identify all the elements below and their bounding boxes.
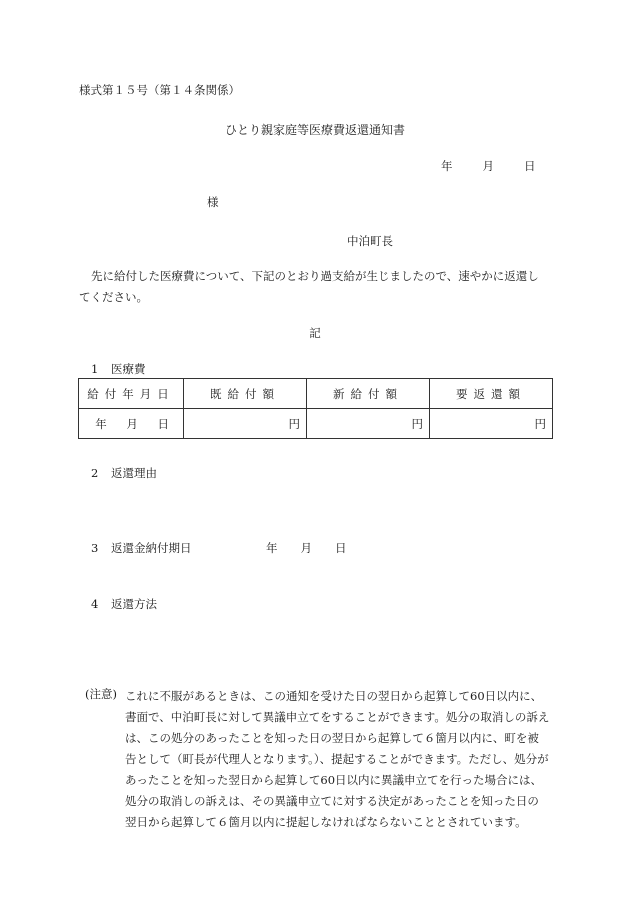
note-label: (注意) <box>85 687 117 701</box>
issuer: 中泊町長 <box>347 234 393 248</box>
section-title: 返還理由 <box>111 466 157 480</box>
table-header-row <box>79 379 553 409</box>
header-payment-date: 給付年月日 <box>79 379 184 409</box>
cell-new-amount[interactable]: 円 <box>307 409 430 439</box>
section-2-heading <box>79 465 157 481</box>
cell-payment-date[interactable]: 年 月 日 <box>79 409 184 439</box>
cell-paid-amount[interactable]: 円 <box>184 409 307 439</box>
header-new-amount: 新給付額 <box>307 379 430 409</box>
date-day: 日 <box>524 159 536 173</box>
section-number: 1 <box>91 362 99 376</box>
header-refund-amount: 要返還額 <box>430 379 553 409</box>
section-number: 2 <box>91 466 99 480</box>
date-month: 月 <box>482 159 494 173</box>
cell-refund-amount[interactable]: 円 <box>430 409 553 439</box>
addressee: 様 <box>207 195 219 209</box>
header-paid-amount: 既給付額 <box>184 379 307 409</box>
document-title: ひとり親家庭等医療費返還通知書 <box>224 123 405 137</box>
section-3-heading <box>79 540 192 556</box>
note-text: これに不服があるときは、この通知を受けた日の翌日から起算して60日以内に、書面で、中泊町長に対して異議申立てをすることができます。処分の取消しの訴えは、この処分のあったことを知った日の翌日から起算して６箇月以内に、町を被告として（町長が代理人となります。）、提起することができます。ただし、処分があったことを知った翌日から起算して60日以内に異議申立てを行った場合には、処分の取消しの訴えは、その異議申立てに対する決定があったことを知った日の翌日から起算して６箇月以内に提起しなければならないこととされています。 <box>125 689 550 829</box>
fee-table <box>78 378 553 439</box>
table-row <box>79 409 553 439</box>
section-title: 返還方法 <box>111 597 157 611</box>
payment-due-date: 年 月 日 <box>266 541 347 555</box>
section-title: 返還金納付期日 <box>111 541 192 555</box>
section-number: 3 <box>91 541 99 555</box>
section-number: 4 <box>91 597 99 611</box>
form-number: 様式第１５号（第１４条関係） <box>79 83 240 97</box>
intro-text: 先に給付した医療費について、下記のとおり過支給が生じましたので、速やかに返還してください。 <box>79 269 539 304</box>
section-4-heading <box>79 596 157 612</box>
section-title: 医療費 <box>111 362 146 376</box>
issue-date <box>441 158 536 174</box>
section-1-heading <box>79 361 146 377</box>
date-year: 年 <box>441 159 453 173</box>
ki-heading: 記 <box>309 326 321 340</box>
